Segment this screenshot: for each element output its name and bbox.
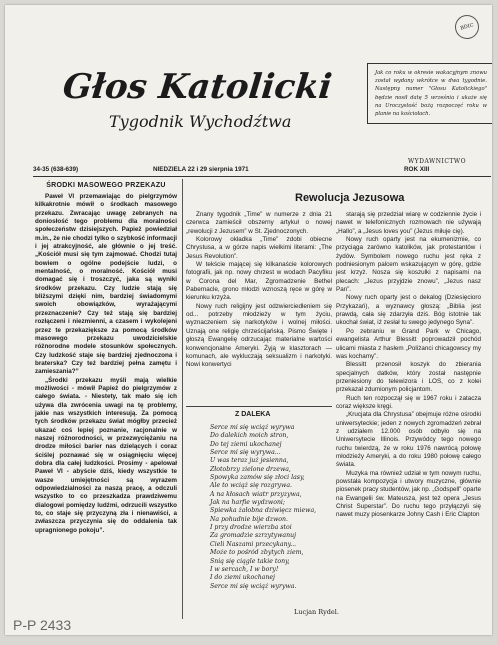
poem-line: Serce mi się wyrywa... <box>210 449 281 457</box>
poem-line: Spowyka zamów się złoci lasy, <box>210 474 305 482</box>
issue-year: ROK XIII <box>404 166 430 173</box>
poem-line: U was teraz już jesienna, <box>210 457 289 465</box>
article-paragraph: Ruch ten rozpoczął się w 1967 roku i zatacza coraz większe kręgi. <box>336 394 481 410</box>
poem-line: Na pohudnie bije dzwon. <box>210 515 288 523</box>
header-rule <box>33 176 491 177</box>
poem-line: I do ziemi ukochanej <box>210 574 275 582</box>
issue-date: NIEDZIELA 22 i 29 sierpnia 1971 <box>153 166 249 173</box>
article-paragraph: Znany tygodnik „Time” w numerze z dnia 21 czerwca zamieścił obszerny artykuł o nowej „rewolucji z Jezusem” w St. Zjednoczonych. <box>186 211 332 235</box>
poem-line: Serce mi się wciąż wyrywa. <box>210 582 297 590</box>
poem-line: Spiewka żałobna dziwięcz miewa, <box>210 507 317 515</box>
newspaper-page <box>5 5 492 635</box>
poem-line: Do dalekich moich stron, <box>210 432 289 440</box>
poem-line: Do tej ziemi ukochanej <box>210 440 282 448</box>
library-stamp: BDIC <box>452 12 481 41</box>
poem-line: Może to pośród zbytych ziem, <box>210 549 304 557</box>
poem-line: Snią się ciągle takie tony, <box>210 557 290 565</box>
column-divider <box>182 179 183 619</box>
editorial-notice <box>367 63 492 124</box>
article-paragraph: „Krucjata dla Chrystusa” obejmuje różne ośrodki uniwersyteckie; jeden z nowych zgromadzeń zebrał z udziałem 12.000 osób odbyło się na Uniwersytecie Illinois. Przywódcy tego nowego ruchu twierdzą, że w roku 1976 nawrócą połowę młodzieży Ameryki, a do roku 1980 połowę całego świata. <box>336 411 481 469</box>
poem-body <box>210 424 330 591</box>
poem-line: A na kłosach wiatr przyzywa, <box>210 490 302 498</box>
article-paragraph: Blessitt przenosił koszyk do zbierania specjalnych datków, który został następnie przeniesiony do telewizora i LOS, co z kolei przekazał zdumionym policjantom. <box>336 361 481 394</box>
poem-line: Serce mi się wciąż wyrywa <box>210 424 295 431</box>
left-article-paragraph: „Środki przekazu myśli mają wielkie możliwości - mówił Papież do pielgrzymów z całego świata. - Niestety, tak mało się ich używa dla zwrócenia uwagi na tę problemy, jakie nas wszystkich interesują. Za pomocą tych środków przekazu świat mógłby przecież ukazać coś lepiej poznanie, racjonalnie w naszej różnorodności, w przezwyciężaniu na drodze miłości barier nas dzielących i coraz ściślej poznawać się w osiągnięciu więcej dobra dla całej ludzkości. Prosimy - apelował Paweł VI - abyście dziś, kiedy wszystkie te wasze umiejętności są wyrazem odpowiedzialności za naszą pracę, a odczuli wszystko to co przeszkadza prawdziwemu dialogowi pomiędzy ludźmi, odrzucili wszystko to, co staje się przyczyną zła i nienawiści, a zwłaszcza przyczynia się do oddalenia tak upragnionego pokoju”. <box>35 376 177 534</box>
poem-title: Z DALEKA <box>235 411 271 418</box>
article-paragraph: W tekście mającej się kilkanaście kolorowych fotografii, jak np. nowy chrzest w wodach Pacyfiku w Corona del Mar, Zgromadzenie Bethel Pabernacle, grono młodzi wznoszą ręce w górę w kierunku krzyża. <box>186 261 332 302</box>
article-paragraph: Muzyka ma również udział w tym nowym ruchu, powstała kompozycja i utwory muzyczne, głównie piosenek pracy studentów, jak np. „Godspell” oparte na Ewangelii św. Mateusza, jest też opera „Jesus Christ Superstar”. Do ruchu tego przyłączyli się nawet muzy piosenkarze Johny Cash i Eric Clapton <box>336 469 481 519</box>
article-paragraph: Nowy ruch religijny jest odzwierciedleniem się od... potrzeby młodzieży w tym życiu, wyznaczeniem się narkotyków i wolnej miłości. Uznają one religię chrześcijańską. Pismo Święte i głoszą Ewangelię odrzucając materialne wartości konwencjonalne Ameryki. Żyją w klasztorach — komunach, ale wykluczają seksualizm i narkotyki. Nowi konwertyci <box>186 302 332 369</box>
editorial-notice-text: Jak co roku w okresie wakacyjnym znowu został wydany wkrótce w dwa tygodnie. Następny numer "Głosu Katolickiego" będzie nosił datę 5 września i ukaże się na Uroczystość bożą rozpoczęć roku w planie na kościołach. <box>375 70 487 118</box>
article-paragraph: Po zebraniu w Grand Park w Chicago, ewangelista Arthur Blessitt poprowadził pochód ulicami miasta z hasłem „Poliżanci chicagowscy my was kochamy”. <box>336 327 481 360</box>
poem-line: I przy drodze wierzba stoi <box>210 524 292 532</box>
left-article-paragraph: Paweł VI przemawiając do pielgrzymów kilkakrotnie mówił o środkach masowego przekazu. Zwracając uwagę zebranych na doniosłość tego problemu dla moralności społeczeństw dzisiejszych. Papież powiedział m.in., że nie chodzi tylko o szybkość informacji i jej atrakcyjność, ale głównie o jej treść. „Kościół musi się tym zajmować. Chodzi tutaj bowiem o ogólne podejście ludzi, o mentalność, o moralność. Kościół musi domagać się i troszczyć, jaka są wyniki środków przekazu. Czy ludzie stają się bliższymi dzięki nim, bardziej świadomymi swoich obowiązków, wyrażającymi przeznaczenie? Czy też stają się bardziej rozłączeni i niezmienni, a czasem i wykolejeni przez te przekaziększe za pomocą środków masowego przekazu uwodzicielskie różnorodne modele stosunków społecznych. Czy ludzkość staje się bardziej zjednoczona i braterska? Czy też bardziej pełna zamętu i zamieszania?” <box>35 193 177 376</box>
poem-author: Lucjan Rydel. <box>294 608 339 616</box>
masthead-subtitle: Tygodnik Wychodźtwa <box>109 112 292 131</box>
call-number: P-P 2433 <box>13 617 72 633</box>
article-paragraph: Kolorowy okładka „Time” zdobi obiecne Chrystusa, a w górze napis wielkimi literami: „The Jesus Revolution”. <box>186 236 332 260</box>
poem-line: Cieli Naszami przecykany... <box>210 540 297 548</box>
left-article-heading: ŚRODKI MASOWEGO PRZEKAZU <box>46 182 166 189</box>
masthead-title: Głos Katolicki <box>60 67 334 107</box>
article-column-3 <box>336 211 481 520</box>
issue-number: 34-35 (638-639) <box>33 166 79 173</box>
editorial-signature: WYDAWNICTWO <box>408 158 466 165</box>
article-paragraph: Nowy ruch oparty jest na ekumenizmie, co przyciąga zarówno katolików, jak protestantów i żydów. Symbolem nowego ruchu jest ręka z podniesionym palcem wskazującym w górę, gdzie jest krzyż. Nosza się koszulki z napisami na plecach: „Jezus przyjdzie znowu”, „Jezus nasz Pan”. <box>336 236 481 294</box>
left-column-article <box>35 181 177 535</box>
poem-line: I w sercach, I w bory! <box>210 565 279 573</box>
poem-line: Jak na harfie wydzwoni; <box>210 499 285 507</box>
article-column-2 <box>186 211 332 370</box>
poem-line: Za gromadzie szrzytywanuj <box>210 532 296 540</box>
poem-divider <box>186 406 332 407</box>
article-paragraph: Nowy ruch oparty jest o dekalog (Dziesięcioro Przykazań), a wyznawcy głoszą: „Biblia jest prawdą, cała się zdarzyła dziś. Bóg istotnie tak ukochał świat, iż zesłał tu swego jedynego Syna”. <box>336 294 481 327</box>
poem-line: Ale to wciąż się rozgrywa. <box>210 482 293 490</box>
poem-line: Złotobrzy zielone drzewa, <box>210 465 291 473</box>
article-title: Rewolucja Jezusowa <box>295 192 405 204</box>
article-paragraph: starają się przedział wiarę w codziennie życie i nawet w telefonicznych rozmowach nie używają „Hallo”, a „Jesus loves you” (Jezus miłuje cię). <box>336 211 481 235</box>
